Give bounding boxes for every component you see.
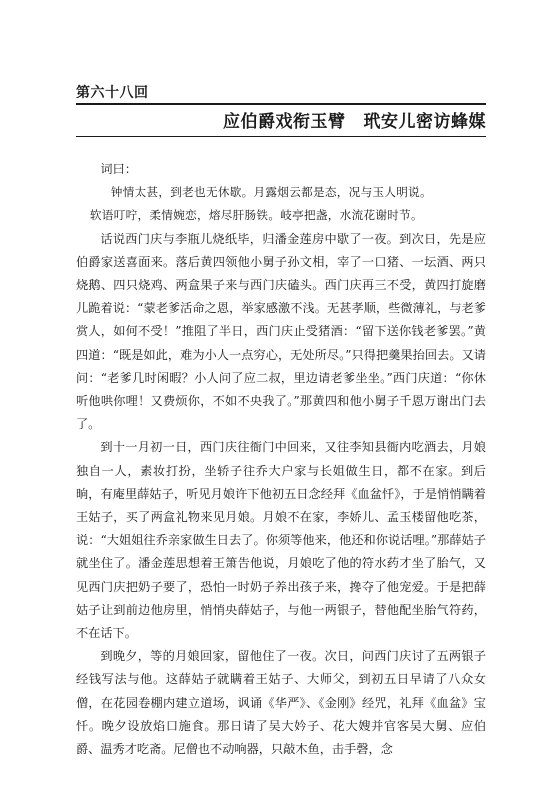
header-rule-top [76,103,486,105]
chapter-title-part2: 玳安儿密访蜂媒 [363,112,486,132]
chapter-title-part1: 应伯爵戏衔玉臂 [223,112,346,132]
paragraph-1: 话说西门庆与李瓶儿烧纸毕，归潘金莲房中歇了一夜。到次日，先是应伯爵家送喜面来。落后黄四领他小舅子孙文相，宰了一口猪、一坛酒、两只烧鹅、四只烧鸡、两盒果子来与西门庆磕头。西门庆再三不受，黄四打旋磨儿跪着说：“蒙老爹活命之恩，举家感激不浅。无甚孝顺，些微薄礼，与老爹赏人，如何不受！”推阻了半日，西门庆止受猪酒：“留下送你钱老爹罢。”黄四道：“既是如此，难为小人一点穷心，无处所尽。”只得把羹果抬回去。又请问：“老爹几时闲暇？小人问了应二叔，里边请老爹坐坐。”西门庆道：“你休听他哄你哩！又费烦你，不如不央我了。”那黄四和他小舅子千恩万谢出门去了。 [76,231,486,432]
paragraph-3: 到晚夕，等的月娘回家，留他住了一夜。次日，问西门庆讨了五两银子经钱写法与他。这薛姑子就瞒着王姑子、大师父，到初五日早请了八众女僧，在花园卷棚内建立道场，讽诵《华严》、《金刚》经咒，礼拜《血盆》宝忏。晚夕设放焰口施食。那日请了吴大妗子、花大嫂并官客吴大舅、应伯爵、温秀才吃斋。尼僧也不动响器，只敲木鱼，击手磬，念 [76,649,486,757]
header-rule-bottom [76,136,486,137]
chapter-title [223,111,486,133]
body-text [76,158,486,761]
paragraph-2: 到十一月初一日，西门庆往衙门中回来，又往李知县衙内吃酒去，月娘独自一人，素妆打扮，坐轿子往乔大户家与长姐做生日，都不在家。到后晌，有庵里薛姑子，听见月娘许下他初五日念经拜《血盆忏》，于是悄悄瞒着王姑子，买了两盒礼物来见月娘。月娘不在家，李娇儿、孟玉楼留他吃茶，说：“大姐姐往乔亲家做生日去了。你须等他来，他还和你说话哩。”那薛姑子就坐住了。潘金莲思想着王箫告他说，月娘吃了他的符水药才坐了胎气，又见西门庆把奶子要了，恐怕一时奶子养出孩子来，搀夺了他宠爱。于是把薛姑子让到前边他房里，悄悄央薛姑子，与他一两银子，替他配坐胎气符药，不在话下。 [76,440,486,641]
poem-intro: 词曰： [100,162,137,176]
poem-line-2: 软语叮咛，柔情婉恋，熔尽肝肠铁。岐亭把盏，水流花谢时节。 [89,208,423,223]
chapter-label: 第六十八回 [76,85,149,101]
poem-line-1: 钟情太甚，到老也无休歇。月露烟云都是态，况与玉人明说。 [110,185,432,200]
